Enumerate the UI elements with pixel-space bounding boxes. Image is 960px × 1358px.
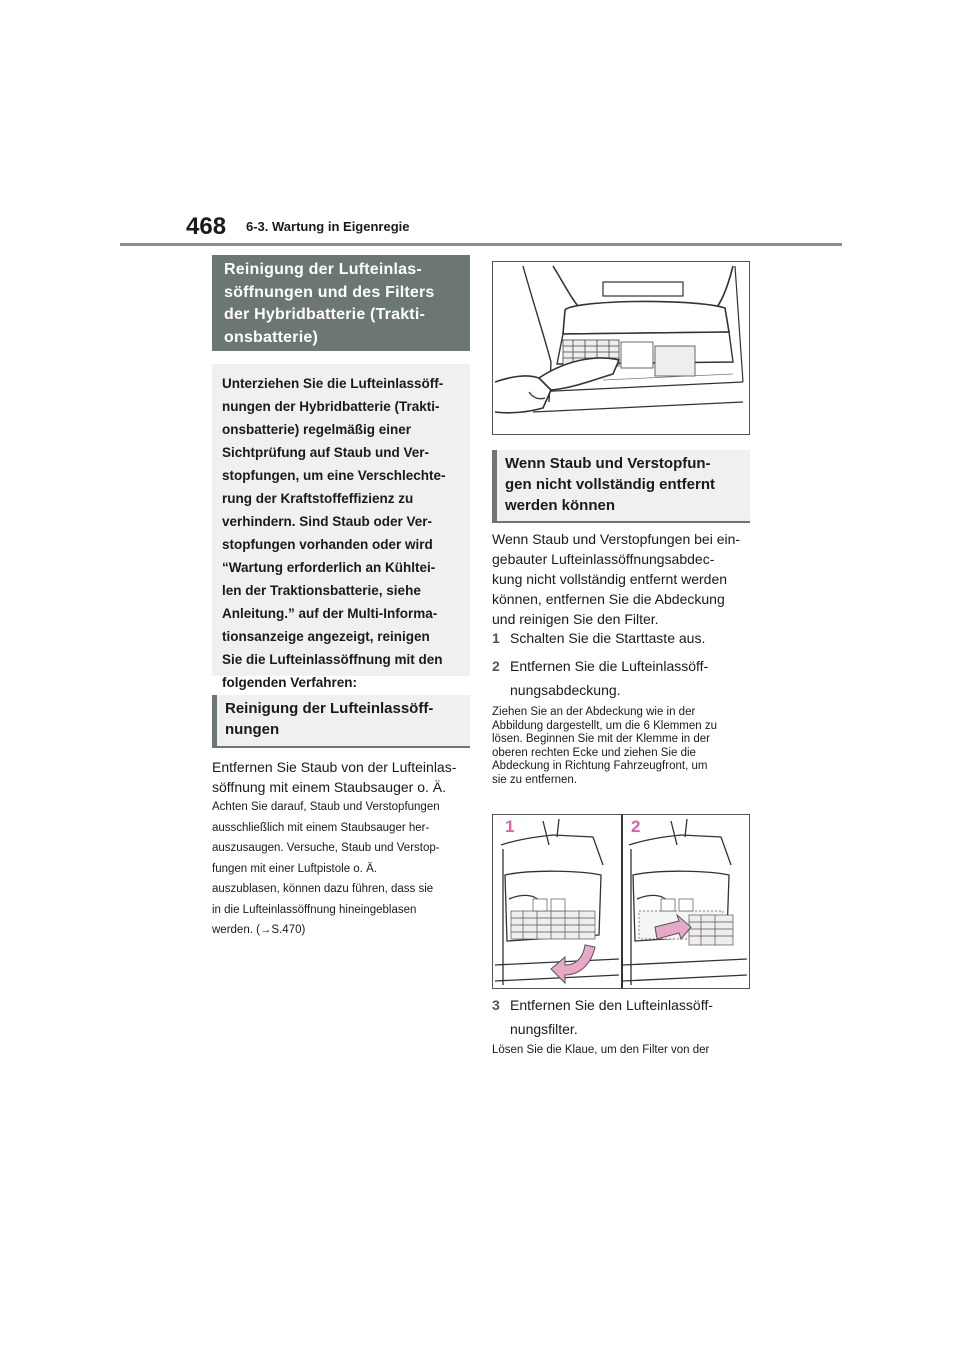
body-line: kung nicht vollständig entfernt werden bbox=[492, 571, 728, 587]
intro-line: onsbatterie) regelmäßig einer bbox=[222, 422, 412, 437]
step-line: nungsabdeckung. bbox=[510, 682, 621, 698]
step-3-note bbox=[492, 1044, 754, 1058]
intro-line: folgenden Verfahren: bbox=[222, 675, 358, 690]
body-line: Entfernen Sie Staub von der Lufteinlas- bbox=[212, 759, 457, 775]
main-heading bbox=[212, 255, 470, 351]
body-line: und reinigen Sie den Filter. bbox=[492, 611, 659, 627]
note-line: oberen rechten Ecke und ziehen Sie die bbox=[492, 746, 696, 759]
step-number: 2 bbox=[492, 658, 500, 674]
body-line: können, entfernen Sie die Abdeckung bbox=[492, 591, 725, 607]
header-divider bbox=[120, 243, 842, 246]
step-text bbox=[510, 654, 746, 702]
page-number: 468 bbox=[186, 213, 227, 240]
step-line: Entfernen Sie die Lufteinlassöff- bbox=[510, 658, 709, 674]
note-line: Achten Sie darauf, Staub und Verstopfungen bbox=[212, 801, 440, 813]
note-line: Abbildung dargestellt, um die 6 Klemmen zu bbox=[492, 719, 718, 732]
note-line: lösen. Beginnen Sie mit der Klemme in der bbox=[492, 733, 710, 746]
body-line: söffnung mit einem Staubsauger o. Ä. bbox=[212, 779, 446, 795]
step-line: Schalten Sie die Starttaste aus. bbox=[510, 630, 706, 646]
note-line: auszusaugen. Versuche, Staub und Verstop- bbox=[212, 842, 440, 854]
step-2 bbox=[492, 654, 754, 702]
note-line: auszublasen, können dazu führen, dass sie bbox=[212, 883, 434, 895]
cover-removal-illustration bbox=[492, 814, 750, 989]
figure-label-1: 1 bbox=[505, 817, 515, 836]
step-number: 3 bbox=[492, 997, 500, 1013]
intro-box bbox=[212, 364, 470, 690]
cleaning-note bbox=[212, 797, 474, 941]
step-text bbox=[510, 993, 746, 1041]
intro-line: stopfungen, um eine Verschlechte- bbox=[222, 468, 446, 483]
note-line: fungen mit einer Luftpistole o. Ä. bbox=[212, 862, 377, 875]
step-text bbox=[510, 626, 746, 650]
sub-heading-cleaning-text: Reinigung der Lufteinlassöff- nungen bbox=[225, 700, 434, 738]
note-line: Lösen Sie die Klaue, um den Filter von der bbox=[492, 1044, 710, 1056]
note-line: in die Lufteinlassöffnung hineingeblasen bbox=[212, 903, 417, 916]
intro-line: Sichtprüfung auf Staub und Ver- bbox=[222, 445, 429, 460]
figure-label-2: 2 bbox=[631, 817, 641, 836]
main-heading-text: Reinigung der Lufteinlas- söffnungen und des Filters der Hybridbatterie (Trakti- onsbatterie) bbox=[224, 261, 435, 346]
step-2-note bbox=[492, 706, 754, 788]
intro-line: stopfungen vorhanden oder wird bbox=[222, 537, 433, 552]
sub-heading-not-removable bbox=[492, 450, 750, 523]
vacuum-illustration bbox=[492, 261, 750, 435]
body-line: gebauter Lufteinlassöffnungsabdec- bbox=[492, 551, 715, 567]
note-line: Abdeckung in Richtung Fahrzeugfront, um bbox=[492, 760, 708, 773]
sub-heading-not-removable-text: Wenn Staub und Verstopfun- gen nicht vollständig entfernt werden können bbox=[505, 455, 716, 514]
intro-line: Sie die Lufteinlassöffnung mit den bbox=[222, 652, 443, 667]
note-line: ausschließlich mit einem Staubsauger her- bbox=[212, 821, 430, 834]
intro-line: rung der Kraftstoffeffizienz zu bbox=[222, 491, 414, 506]
body-line: Wenn Staub und Verstopfungen bei ein- bbox=[492, 531, 741, 547]
note-line: Ziehen Sie an der Abdeckung wie in der bbox=[492, 706, 696, 718]
filter-instruction bbox=[492, 529, 754, 629]
step-line: Entfernen Sie den Lufteinlassöff- bbox=[510, 997, 713, 1013]
step-line: nungsfilter. bbox=[510, 1021, 578, 1037]
intro-line: Anleitung.” auf der Multi-Informa- bbox=[222, 606, 438, 621]
step-number: 1 bbox=[492, 630, 500, 646]
note-line: sie zu entfernen. bbox=[492, 773, 578, 786]
sub-heading-cleaning bbox=[212, 695, 470, 748]
intro-line: “Wartung erforderlich an Kühltei- bbox=[222, 560, 436, 575]
intro-line: nungen der Hybridbatterie (Trakti- bbox=[222, 399, 440, 414]
section-label: 6-3. Wartung in Eigenregie bbox=[246, 219, 410, 234]
cleaning-instruction bbox=[212, 757, 474, 797]
intro-line: verhindern. Sind Staub oder Ver- bbox=[222, 514, 433, 529]
note-line: werden. (→S.470) bbox=[212, 924, 306, 936]
intro-line: len der Traktionsbatterie, siehe bbox=[222, 583, 421, 598]
intro-line: Unterziehen Sie die Lufteinlassöff- bbox=[222, 376, 444, 391]
step-3 bbox=[492, 993, 754, 1041]
intro-line: tionsanzeige angezeigt, reinigen bbox=[222, 629, 430, 644]
step-1 bbox=[492, 626, 754, 650]
